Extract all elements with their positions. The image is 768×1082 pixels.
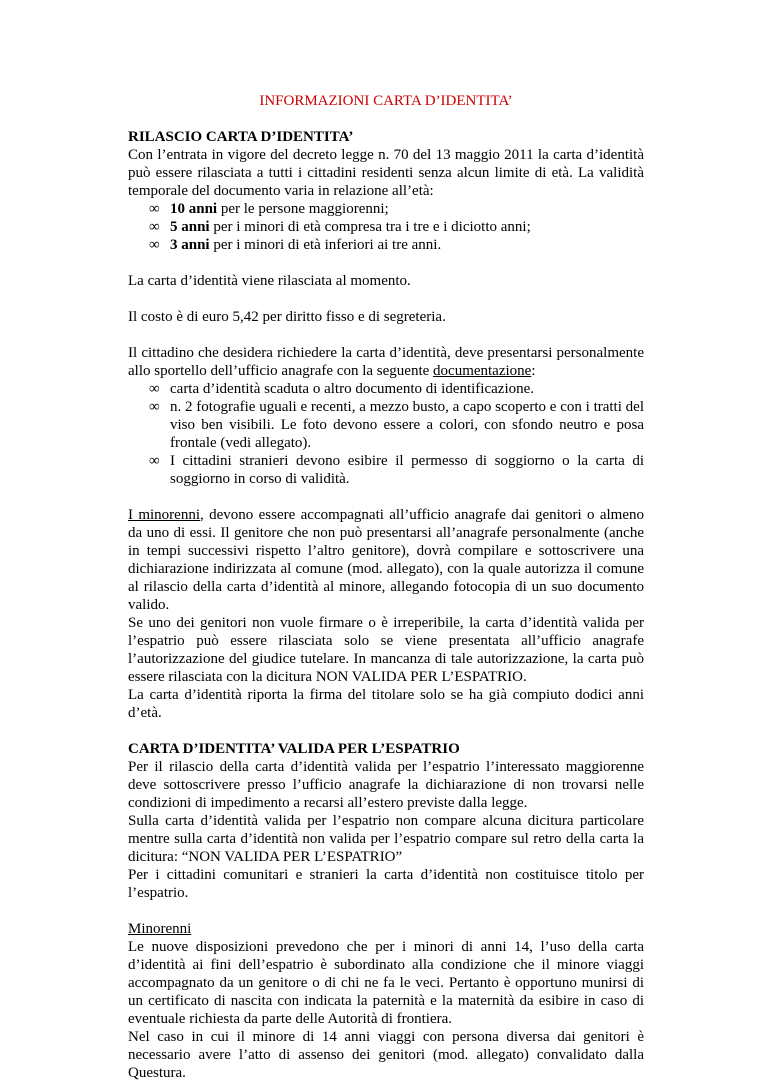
infinity-bullet-icon: ∞ [149, 201, 160, 217]
infinity-bullet-icon: ∞ [149, 453, 160, 469]
document-body [128, 92, 644, 1082]
list-item: ∞ 10 anni per le persone maggiorenni; [149, 201, 389, 217]
list-item: ∞ 5 anni per i minori di età compresa tra i tre e i diciotto anni; [149, 219, 531, 235]
espatrio-paragraph-3: Per i cittadini comunitari e stranieri la carta d’identità non costituisce titolo per l’espatrio. [128, 867, 644, 901]
documentation-list [128, 380, 644, 488]
espatrio-paragraph-2: Sulla carta d’identità valida per l’espatrio non compare alcuna dicitura particolare mentre sulla carta d’identità non valida per l’espatrio compare sul retro della carta la dicitura: “NON VALIDA PER L’ESPATRIO” [128, 813, 644, 865]
list-item: ∞ carta d’identità scaduta o altro documento di identificazione. [149, 381, 535, 397]
issued-paragraph: La carta d’identità viene rilasciata al momento. [128, 273, 411, 289]
list-item: ∞ I cittadini stranieri devono esibire il permesso di soggiorno o la carta di soggiorno in corso di validità. [149, 453, 644, 487]
documentation-intro: Il cittadino che desidera richiedere la carta d’identità, deve presentarsi personalmente allo sportello dell’ufficio anagrafe con la seguente documentazione: [128, 345, 644, 379]
cost-paragraph: Il costo è di euro 5,42 per diritto fisso e di segreteria. [128, 309, 446, 325]
infinity-bullet-icon: ∞ [149, 219, 160, 235]
list-item: ∞ n. 2 fotografie uguali e recenti, a mezzo busto, a capo scoperto e con i tratti del viso ben visibili. Le foto devono essere a colori, con sfondo neutro e posa frontale (vedi allegato). [149, 399, 644, 451]
section-heading-rilascio: RILASCIO CARTA D’IDENTITA’ [128, 129, 354, 145]
parents-paragraph: Se uno dei genitori non vuole firmare o è irreperibile, la carta d’identità valida per l’espatrio può essere rilasciata solo se viene presentata all’ufficio anagrafe l’autorizzazione del giudice tutelare. In mancanza di tale autorizzazione, la carta può essere rilasciata con la dicitura NON VALIDA PER L’ESPATRIO. [128, 615, 644, 685]
infinity-bullet-icon: ∞ [149, 237, 160, 253]
minorenni-paragraph-1: Le nuove disposizioni prevedono che per i minori di anni 14, l’uso della carta d’identità ai fini dell’espatrio è subordinato alla condizione che il minore viaggi accompagnato da un genitore o di chi ne fa le veci. Pertanto è opportuno munirsi di un certificato di nascita con indicata la paternità e la maternità da esibire in caso di eventuale richiesta da parte delle Autorità di frontiera. [128, 939, 644, 1027]
infinity-bullet-icon: ∞ [149, 399, 160, 415]
section-heading-espatrio: CARTA D’IDENTITA’ VALIDA PER L’ESPATRIO [128, 741, 460, 757]
document-title: INFORMAZIONI CARTA D’IDENTITA’ [259, 93, 513, 109]
minors-paragraph: I minorenni, devono essere accompagnati all’ufficio anagrafe dai genitori o almeno da uno di essi. Il genitore che non può presentarsi all’anagrafe personalmente (anche in tempi successivi rispetto l’altro genitore), dovrà compilare e sottoscrivere una dichiarazione indirizzata al comune (mod. allegato), con la quale autorizza il comune al rilascio della carta d’identità al minore, allegando fotocopia di un suo documento valido. [128, 507, 645, 613]
list-item: ∞ 3 anni per i minori di età inferiori ai tre anni. [149, 237, 442, 253]
espatrio-paragraph-1: Per il rilascio della carta d’identità valida per l’espatrio l’interessato maggiorenne deve sottoscrivere presso l’ufficio anagrafe la dichiarazione di non trovarsi nelle condizioni di impedimento a recarsi all’estero previste dalla legge. [128, 759, 644, 811]
infinity-bullet-icon: ∞ [149, 381, 160, 397]
minorenni-paragraph-2: Nel caso in cui il minore di 14 anni viaggi con persona diversa dai genitori è necessario avere l’atto di assenso dei genitori (mod. allegato) convalidato dalla Questura. [128, 1029, 644, 1081]
intro-paragraph: Con l’entrata in vigore del decreto legge n. 70 del 13 maggio 2011 la carta d’identità può essere rilasciata a tutti i cittadini residenti senza alcun limite di età. La validità temporale del documento varia in relazione all’età: [128, 147, 644, 199]
signature-paragraph: La carta d’identità riporta la firma del titolare solo se ha già compiuto dodici anni d’età. [128, 687, 644, 721]
section-heading-minorenni: Minorenni [128, 921, 192, 937]
validity-list [128, 200, 644, 254]
documentation-link-text: documentazione [433, 363, 532, 379]
